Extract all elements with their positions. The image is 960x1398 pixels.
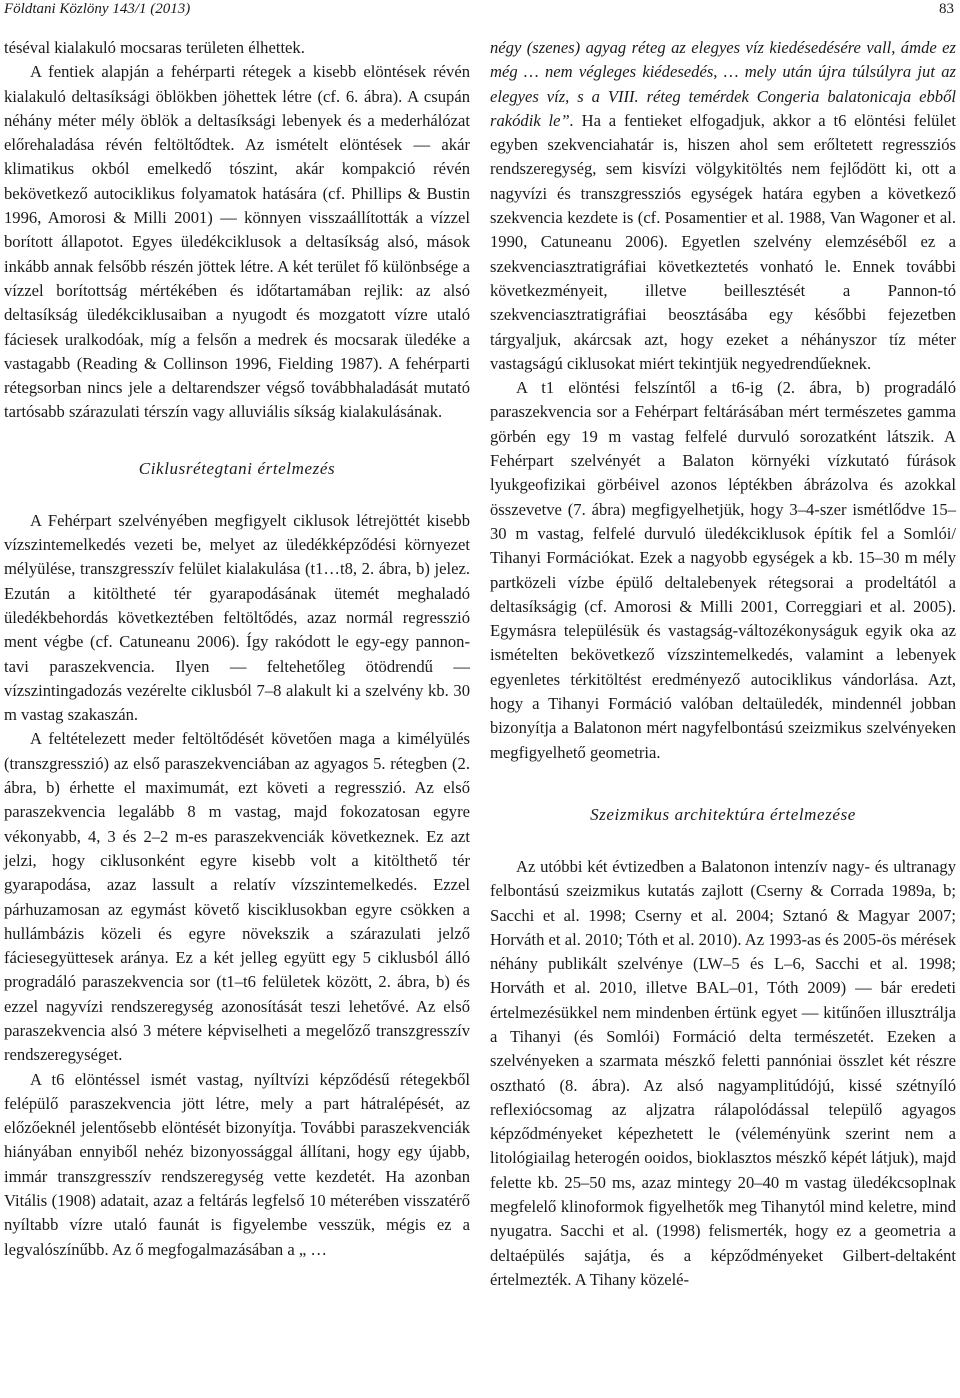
left-paragraph-1: téséval kialakuló mocsaras területen élhettek. [4,38,305,57]
left-column [4,36,470,1262]
left-paragraph-2: A fentiek alapján a fehérparti rétegek a kisebb elöntések révén kialakuló deltasíksági öblökben jöhettek létre (cf. 6. ábra). A csupán néhány méter mély öblök a deltasíksági lebenyek és a mederhálózat előrehaladása révén feltöltődtek. Az ismételt elöntések — akár klimatikus okból emelkedő tószint, akár kompakció révén bekövetkező autociklikus folyamatok hatására (cf. Phillips & Bustin 1996, Amorosi & Milli 2001) — könnyen visszaállították a vízzel borított állapotot. Egyes üledékciklusok a deltasíkság alsó, mások inkább annak felsőbb részén jöttek létre. A két terület fő különbsége a vízzel borítottság mértékében és időtartamában rejlik: az alsó deltasíkság üledékciklusaiban a nyugodt és mozgatott vízre utaló fáciesek uralkodóak, míg a felsőn a medrek és mocsarak üledéke a vastagabb (Reading & Collinson 1996, Fielding 1987). A fehérparti rétegsorban nincs jele a deltarendszer végső továbbhaladását mutató tartósabb szárazulati térszín vagy alluviális síkság kialakulásának. [4,62,470,422]
right-paragraph-1-cont: Ha a fentieket elfogadjuk, akkor a t6 elöntési felület egyben szekvenciahatár is, hiszen ahol sem erőltetett regressziós rendszeregység, sem kisvízi völgykitöltés nem fejlődött ki, ott a nagyvízi és transzgressziós egységek határa egyben a következő szekvencia kezdete is (cf. Posamentier et al. 1988, Van Wagoner et al. 1990, Catuneanu 2006). Egyetlen szelvény elemzéséből ez a szekvenciasztratigráfiai következtetés vonható le. Ennek további következményeit, illetve beillesztését a Pannon-tó szekvenciasztratigráfiai beosztásába egy későbbi fejezetben tárgyaljuk, akárcsak azt, hogy ezeket a néhányszor tíz méter vastagságú ciklusokat miért tekintjük negyedrendűeknek. [490,110,956,373]
right-paragraph-1 [490,36,956,376]
section-heading-seismic-architecture: Szeizmikus architektúra értelmezése [590,804,856,824]
section-heading-cycle-stratigraphy: Ciklusrétegtani értelmezés [138,458,336,478]
page-number: 83 [939,1,954,17]
right-quote: négy (szenes) agyag réteg az elegyes víz kiedésedésére vall, ámde ez még … nem végleges kiédesedés, … mely után újra túlsúlyra jut az elegyes víz, s a VIII. réteg temérdek Congeria balatonicaja ebből rakódik le”. [490,38,956,130]
left-paragraph-3: A Fehérpart szelvényében megfigyelt ciklusok létrejöttét kisebb vízszintemelkedés vezeti be, melyet az üledékképződési környezet mélyülése, transzgresszív felület kialakulása (t1…t8, 2. ábra, b) jelez. Ezután a kitöltheté tér gyarapodásának ütemét meghaladó üledékbehordás következtében feltöltődés, azaz normál regresszió ment végbe (cf. Catuneanu 2006). Így rakódott le egy-egy pannon-tavi paraszekvencia. Ilyen — feltehetőleg ötödrendű — vízszintingadozás vezérelte ciklusból 7–8 alakult ki a szelvény kb. 30 m vastag szakaszán. [4,510,470,725]
page-header [0,0,960,22]
journal-title: Földtani Közlöny 143/1 (2013) [4,1,191,17]
left-paragraph-4: A feltételezett meder feltöltődését követően maga a kimélyülés (transzgresszió) az első paraszekvenciában az agyagos 5. rétegben (2. ábra, b) érhette el maximumát, ezt követi a regresszió. Az első paraszekvencia legalább 8 m vastag, majd fokozatosan egyre vékonyabb, 4, 3 és 2–2 m-es paraszekvenciák következnek. Ez azt jelzi, hogy ciklusonként egyre kisebb volt a kitölthető tér gyarapodása, azaz lassult a relatív vízszintemelkedés. Ezzel párhuzamosan az egymást követő kisciklusokban egyre csökken a hullámbázis közeli és egyre növekszik a szárazulati jelző fáciesegyüttesek aránya. Ez a két jelleg együtt egy 5 ciklusból álló progradáló paraszekvencia sor (t1–t6 felületek között, 2. ábra, b) és ezzel nagyvízi rendszeregység azonosítását teszi lehetővé. Az első paraszekvencia alsó 3 métere képviselheti a megelőző transzgresszív rendszeregységet. [4,729,470,1065]
right-paragraph-3: Az utóbbi két évtizedben a Balatonon intenzív nagy- és ultranagy felbontású szeizmikus kutatás zajlott (Cserny & Corrada 1989a, b; Sacchi et al. 1998; Cserny et al. 2004; Sztanó & Magyar 2007; Horváth et al. 2010; Tóth et al. 2010). Az 1993-as és 2005-ös mérések néhány publikált szelvénye (LW–5 és L–6, Sacchi et al. 1998; Horváth et al. 2010, illetve BAL–01, Tóth 2009) — bár eredeti értelmezésükkel nem mindenben értünk egyet — kitűnően illusztrálja a Tihanyi (és Somlói) Formáció delta természetét. Ezeken a szelvényeken a szarmata mészkő feletti pannóniai összlet két részre osztható (8. ábra). Az alsó nagyamplitúdójú, kissé szétnyíló reflexiócsomag az aljzatra rálapolódással települő agyagos képződményeket képezhetett le (véleményünk szerint nem a litológiailag heterogén ooidos, bioklasztos mészkő képét látjuk), majd felette kb. 25–50 ms, azaz mintegy 20–40 m vastag üledékcsoplnak megfelelő klinoformok figyelhetők meg Tihanytól mind keletre, mind nyugatra. Sacchi et al. (1998) felismerték, hogy ez a geometria a deltaépülés sajátja, és a képződményeket Gilbert-deltaként értelmezték. A Tihany közelé- [490,856,956,1289]
right-paragraph-2: A t1 elöntési felszíntől a t6-ig (2. ábra, b) progradáló paraszekvencia sor a Fehérpart feltárásában mért természetes gamma görbén egy 19 m vastag felfelé durvuló sorozatként látszik. A Fehérpart szelvényét a Balaton környéki vízkutató fúrások lyukgeofizikai görbéivel azonos léptékben ábrázolva és azokkal összevetve (7. ábra) megfigyelhetjük, hogy 3–4-szer ismétlődve 15–30 m vastag, felfelé durvuló üledékciklusok építik fel a Somlói/ Tihanyi Formációkat. Ezek a nagyobb egységek a kb. 15–30 m mély partközeli vízbe épülő deltalebenyek rétegsorai a prodeltától a deltasíkságig (cf. Amorosi & Milli 2001, Correggiari et al. 2005). Egymásra településük és vastagság-változékonyságuk egyik oka az ismételten bekövetkező vízszintemelkedés, valamint a lebenyek egyenletes térkitöltést eredményező autociklikus vándorlása. Azt, hogy a Tihanyi Formáció valóban deltaüledék, mindennél jobban bizonyítja a Balatonon mért nagyfelbontású szeizmikus szelvényeken megfigyelhető geometria. [490,378,956,762]
left-paragraph-5: A t6 elöntéssel ismét vastag, nyíltvízi képződésű rétegekből felépülő paraszekvencia jött létre, mely a part hátralépését, az előzőeknél jelentősebb elöntését bizonyítja. További paraszekvenciák hiányában ennyiből nehéz bizonyossággal állítani, hogy egy újabb, immár transzgresszív rendszeregység vette kezdetét. Ha azonban Vitális (1908) adatait, azaz a feltárás legfelső 10 méterében visszatérő nyíltabb vízre utaló faunát is figyelembe vesszük, mégis ez a legvalószínűbb. Az ő megfogalmazásában a „ … [4,1069,470,1259]
right-column [490,36,956,1292]
